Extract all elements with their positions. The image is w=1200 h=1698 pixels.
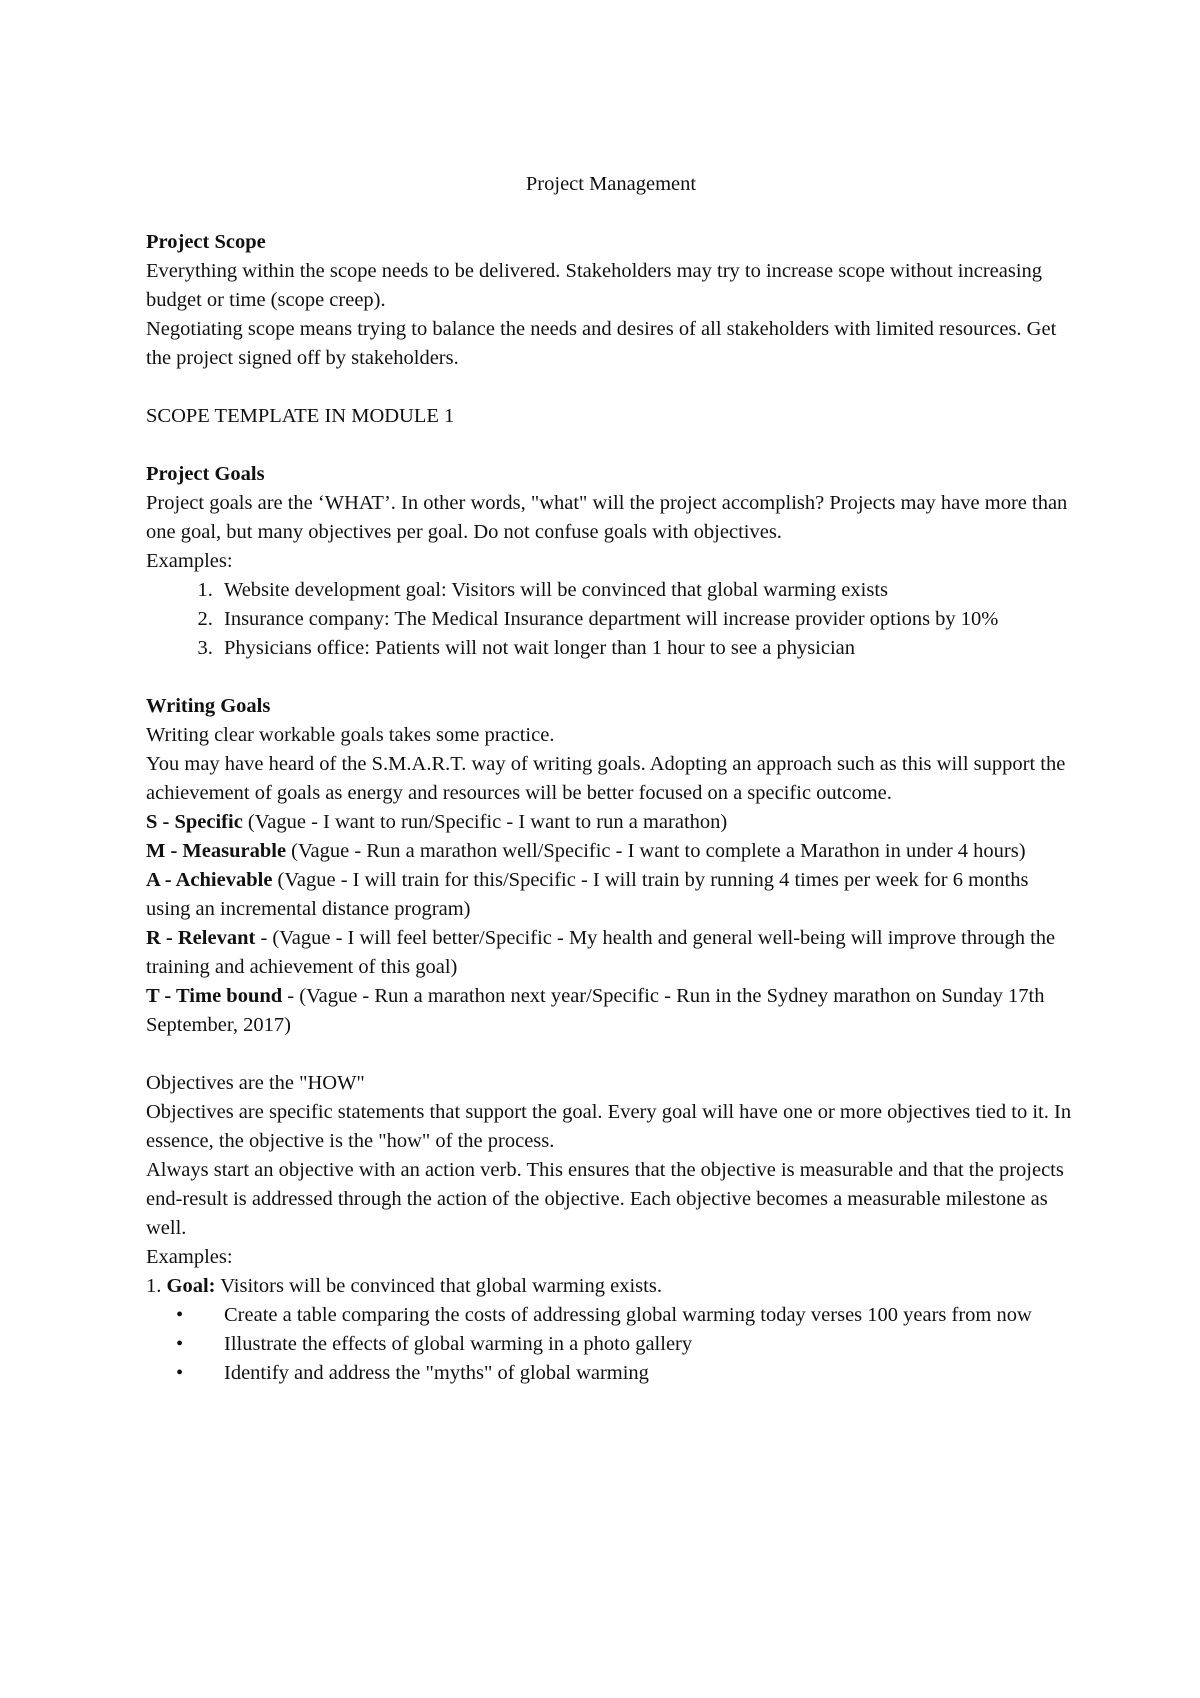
objectives-examples-label: Examples:: [146, 1246, 233, 1268]
spacer: [146, 663, 1076, 692]
section-heading-project-goals: Project Goals: [146, 463, 265, 485]
smart-text: (Vague - I will train for this/Specific - I will train by running 4 times per week for 6 months using an incremental distance program): [146, 869, 1029, 920]
smart-term: T - Time bound: [146, 985, 283, 1007]
smart-text: (Vague - Run a marathon well/Specific - I want to complete a Marathon in under 4 hours): [286, 840, 1026, 862]
smart-relevant: [146, 924, 1076, 982]
goal-text: Visitors will be convinced that global warming exists.: [215, 1275, 662, 1297]
smart-term: M - Measurable: [146, 840, 287, 862]
list-item: 3. Physicians office: Patients will not wait longer than 1 hour to see a physician: [218, 634, 1076, 663]
writing-goals-paragraph-1: Writing clear workable goals takes some practice.: [146, 724, 555, 746]
list-item: [176, 1301, 1076, 1330]
smart-time-bound: [146, 982, 1076, 1040]
smart-specific: [146, 808, 1076, 837]
smart-text: - (Vague - I will feel better/Specific - My health and general well-being will improve through the training and achievement of this goal): [146, 927, 1056, 978]
bullet-icon: •: [176, 1304, 184, 1326]
list-item-text: Identify and address the "myths" of global warming: [224, 1362, 649, 1384]
scope-paragraph-1: Everything within the scope needs to be delivered. Stakeholders may try to increase scope without increasing budget or time (scope creep).: [146, 260, 1043, 311]
list-item-text: Illustrate the effects of global warming in a photo gallery: [224, 1333, 693, 1355]
list-item: 2. Insurance company: The Medical Insurance department will increase provider options by 10%: [218, 605, 1076, 634]
list-item-text: Create a table comparing the costs of addressing global warming today verses 100 years from now: [224, 1304, 1032, 1326]
smart-term: S - Specific: [146, 811, 243, 833]
list-item: [176, 1330, 1076, 1359]
bullet-icon: •: [176, 1362, 184, 1384]
goal-number: 1.: [146, 1275, 167, 1297]
goals-examples-label: Examples:: [146, 550, 233, 572]
document-page: [146, 170, 1076, 1388]
objectives-goal-line: [146, 1272, 1076, 1301]
smart-text: (Vague - I want to run/Specific - I want to run a marathon): [242, 811, 728, 833]
section-heading-project-scope: Project Scope: [146, 231, 266, 253]
goals-examples-list: [146, 576, 1076, 663]
smart-term: A - Achievable: [146, 869, 273, 891]
spacer: [146, 431, 1076, 460]
objectives-paragraph-2: Always start an objective with an action verb. This ensures that the objective is measurable and that the projects end-result is addressed through the action of the objective. Each objective becomes a measurable milestone as well.: [146, 1159, 1064, 1239]
scope-paragraph-2: Negotiating scope means trying to balance the needs and desires of all stakeholders with limited resources. Get the project signed off by stakeholders.: [146, 318, 1057, 369]
objectives-bullet-list: [146, 1301, 1076, 1388]
objectives-paragraph-1: Objectives are specific statements that support the goal. Every goal will have one or more objectives tied to it. In essence, the objective is the "how" of the process.: [146, 1101, 1072, 1152]
smart-term: R - Relevant: [146, 927, 256, 949]
document-title: Project Management: [525, 173, 697, 195]
spacer: [146, 1040, 1076, 1069]
objectives-intro: Objectives are the "HOW": [146, 1072, 365, 1094]
scope-template-note: SCOPE TEMPLATE IN MODULE 1: [146, 405, 455, 427]
spacer: [146, 373, 1076, 402]
smart-text: - (Vague - Run a marathon next year/Specific - Run in the Sydney marathon on Sunday 17th September, 2017): [146, 985, 1045, 1036]
smart-measurable: [146, 837, 1076, 866]
section-heading-writing-goals: Writing Goals: [146, 695, 271, 717]
writing-goals-paragraph-2: You may have heard of the S.M.A.R.T. way of writing goals. Adopting an approach such as this will support the achievement of goals as energy and resources will be better focused on a specific outcome.: [146, 753, 1066, 804]
goals-paragraph: Project goals are the ‘WHAT’. In other words, "what" will the project accomplish? Projects may have more than one goal, but many objectives per goal. Do not confuse goals with objectives.: [146, 492, 1068, 543]
list-item: 1. Website development goal: Visitors will be convinced that global warming exists: [218, 576, 1076, 605]
smart-achievable: [146, 866, 1076, 924]
goal-label: Goal:: [166, 1275, 216, 1297]
list-item: [176, 1359, 1076, 1388]
bullet-icon: •: [176, 1333, 184, 1355]
